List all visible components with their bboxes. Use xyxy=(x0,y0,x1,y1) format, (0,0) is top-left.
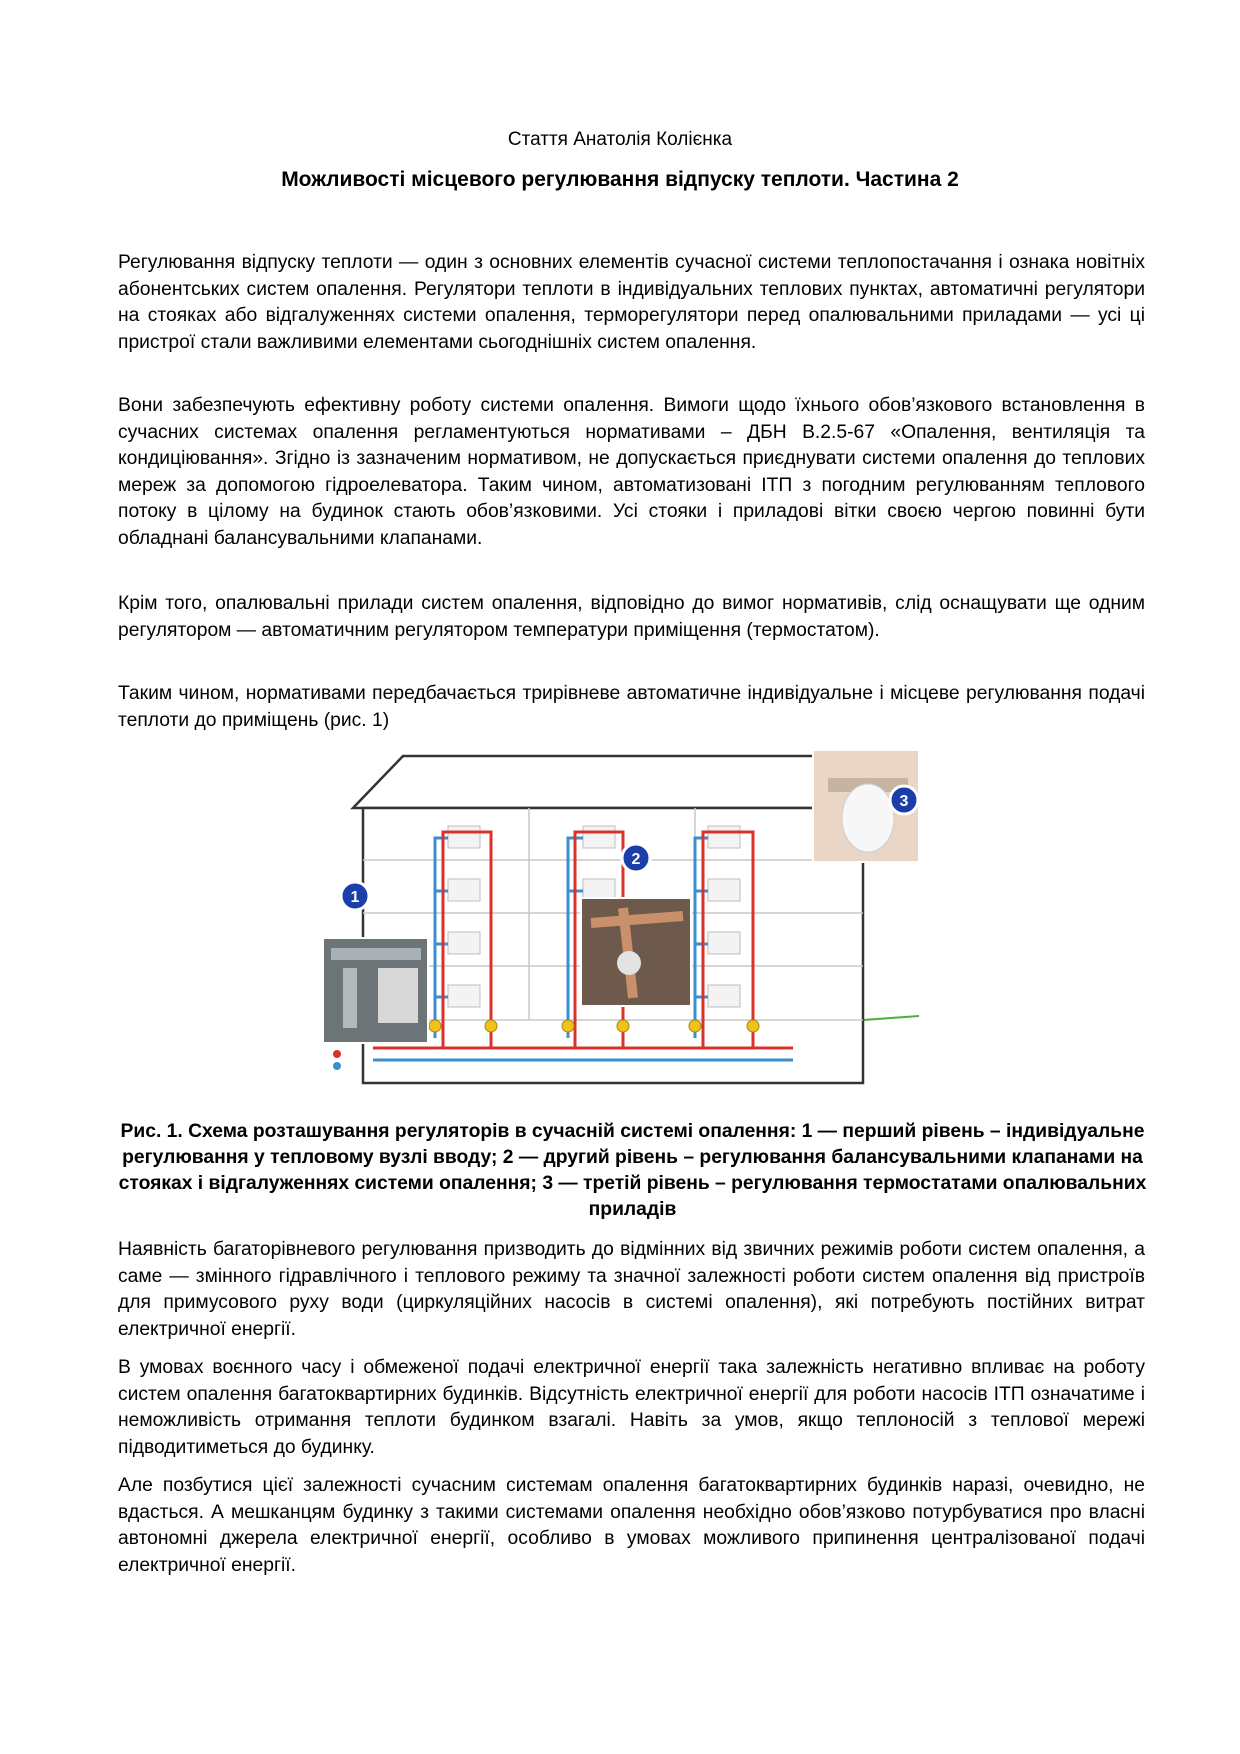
paragraph-text: Наявність багаторівневого регулювання призводить до відмінних від звичних режимів роботи систем опалення, а саме — змінного гідравлічного і теплового режиму та значної залежності роботи систем опалення від пристроїв для примусового руху води (циркуляційних насосів в системі опалення), які потребують постійних витрат електричної енергії. xyxy=(118,1239,1145,1340)
marker-3-label: 3 xyxy=(899,793,909,810)
marker-2 xyxy=(622,844,650,872)
marker-3 xyxy=(890,786,918,814)
paragraph-text: Але позбутися цієї залежності сучасним системам опалення багатоквартирних будинків наразі, очевидно, не вдасться. А мешканцям будинку з такими системами опалення необхідно обов’язково потурбуватися про власні автономні джерела електричної енергії, особливо в умовах можливого припинення централізованої подачі електричної енергії. xyxy=(118,1475,1145,1576)
article-title: Можливості місцевого регулювання відпуску теплоти. Частина 2 xyxy=(281,168,959,191)
intro-paragraph-2 xyxy=(118,393,1145,552)
body-paragraph-6 xyxy=(118,1355,1145,1461)
paragraph-text: Вони забезпечують ефективну роботу системи опалення. Вимоги щодо їхнього обов’язкового встановлення в сучасних системах опалення регламентуються нормативами – ДБН В.2.5-67 «Опалення, вентиляція та кондиціювання». Згідно із зазначеним нормативом, не допускається приєднувати системи опалення до теплових мереж за допомогою гідроелеватора. Таким чином, автоматизовані ІТП з погодним регулюванням теплового потоку в цілому на будинок стають обов’язковими. Усі стояки і приладові вітки своєю чергою повинні бути обладнані балансувальними клапанами. xyxy=(118,395,1145,549)
figure-caption: Рис. 1. Схема розташування регуляторів в сучасній системі опалення: 1 — перший рівень – індивідуальне регулювання у тепловому вузлі вводу; 2 — другий рівень – регулювання балансувальними клапанами на стояках і відгалуженнях системи опалення; 3 — третій рівень – регулювання термостатами опалювальних приладів xyxy=(118,1121,1147,1220)
intro-paragraph-1 xyxy=(118,250,1145,356)
substation-pump xyxy=(343,968,357,1028)
thermostat-head xyxy=(842,784,894,852)
paragraph-text: Таким чином, нормативами передбачається трирівневе автоматичне індивідуальне і місцеве регулювання подачі теплоти до приміщень (рис. 1) xyxy=(118,683,1145,731)
marker-1-label: 1 xyxy=(350,889,360,906)
heating-scheme-figure xyxy=(323,748,919,1088)
paragraph-text: Крім того, опалювальні прилади систем опалення, відповідно до вимог нормативів, слід оснащувати ще одним регулятором — автоматичним регулятором температури приміщення (термостатом). xyxy=(118,593,1145,641)
paragraph-text: Регулювання відпуску теплоти — один з основних елементів сучасної системи теплопостачання і ознака новітніх абонентських систем опалення. Регулятори теплоти в індивідуальних теплових пунктах, автоматичні регулятори на стояках або відгалуженнях системи опалення, терморегулятори перед опалювальними приладами — усі ці пристрої стали важливими елементами сьогоднішніх систем опалення. xyxy=(118,252,1145,353)
building-roof xyxy=(353,756,868,808)
body-paragraph-5 xyxy=(118,1237,1145,1343)
supply-inlet-icon xyxy=(333,1050,341,1058)
marker-1 xyxy=(341,882,369,910)
valve-body xyxy=(617,951,641,975)
article-author: Стаття Анатолія Колієнка xyxy=(507,129,733,150)
substation-cabinet xyxy=(378,968,418,1023)
substation-pipe xyxy=(331,948,421,960)
marker-2-label: 2 xyxy=(631,851,641,868)
return-inlet-icon xyxy=(333,1062,341,1070)
body-paragraph-7 xyxy=(118,1473,1145,1579)
paragraph-text: В умовах воєнного часу і обмеженої подачі електричної енергії така залежність негативно впливає на роботу систем опалення багатоквартирних будинків. Відсутність електричної енергії для роботи насосів ІТП означатиме і неможливість отримання теплоти будинком взагалі. Навіть за умов, якщо теплоносій з теплової мережі підводитиметься до будинку. xyxy=(118,1357,1145,1458)
intro-paragraph-3 xyxy=(118,591,1145,644)
intro-paragraph-4 xyxy=(118,681,1145,734)
